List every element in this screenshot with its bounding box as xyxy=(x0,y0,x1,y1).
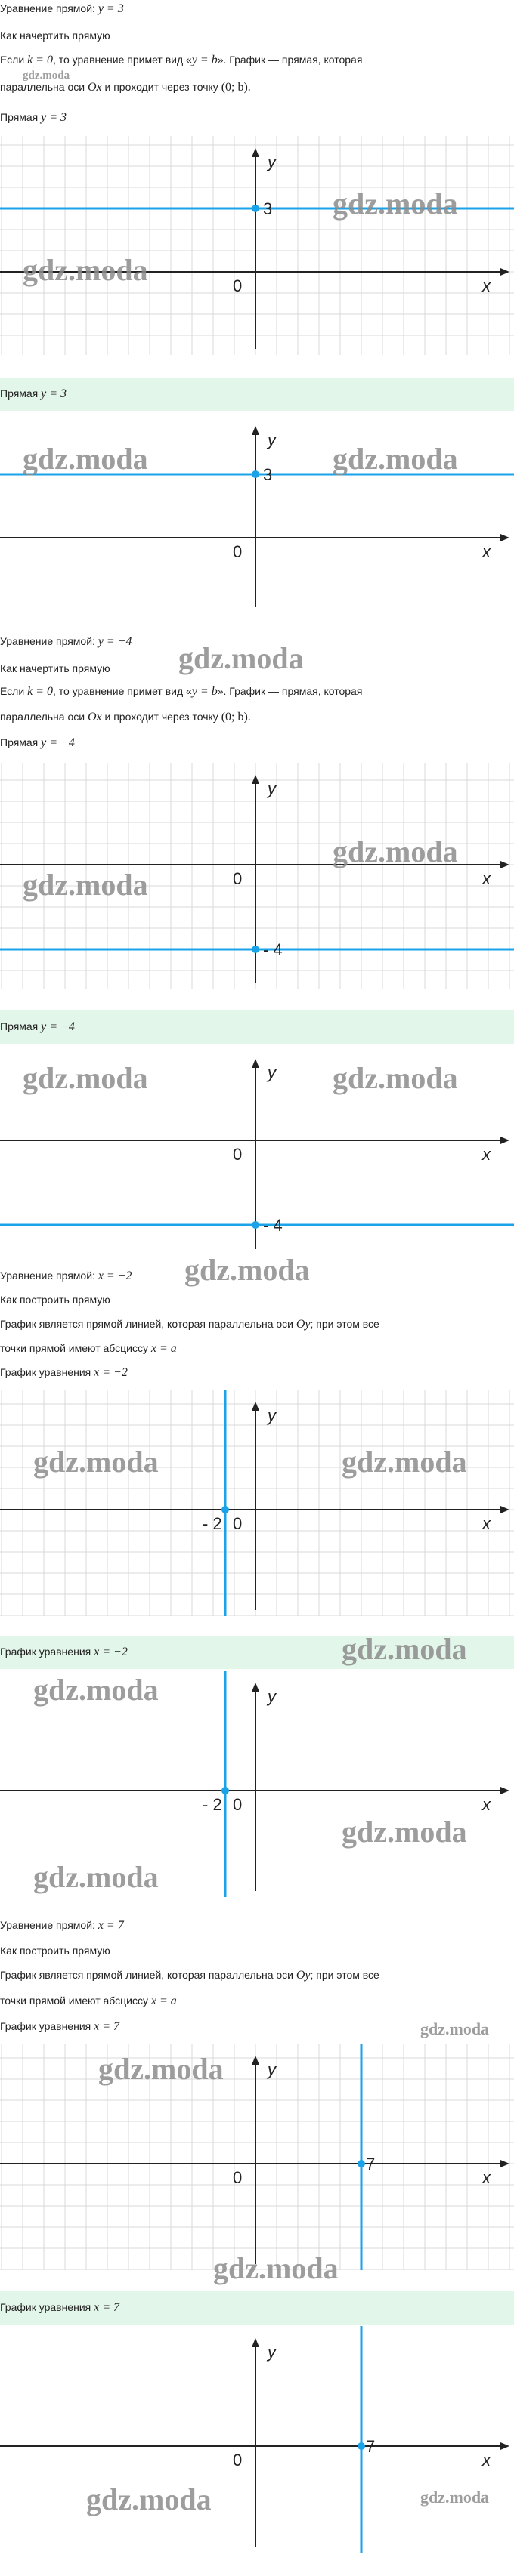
coordinate-plane xyxy=(0,2326,514,2553)
intercept-label: - 2 xyxy=(203,1795,222,1814)
coordinate-plane xyxy=(0,1390,514,1616)
intercept-label: 3 xyxy=(263,199,273,218)
intercept-label: - 2 xyxy=(203,1514,222,1533)
intercept-label: 7 xyxy=(366,2437,376,2456)
answer-title: Прямая y = 3 xyxy=(0,387,67,400)
x-axis-arrow xyxy=(500,1787,509,1794)
intercept-point xyxy=(252,946,259,953)
origin-label: 0 xyxy=(233,1514,243,1533)
explanation-line-2: точки прямой имеют абсциссу x = a xyxy=(0,1342,177,1355)
answer-band xyxy=(0,2291,514,2325)
y-axis-arrow xyxy=(252,148,259,157)
explanation-line-2: параллельна оси Ox и проходит через точку (0; b). xyxy=(0,711,251,723)
y-axis-label: y xyxy=(268,153,276,171)
x-axis-arrow xyxy=(500,1506,509,1513)
graph-title: График уравнения x = 7 xyxy=(0,2020,120,2033)
origin-label: 0 xyxy=(233,1145,243,1164)
intercept-point xyxy=(358,2160,365,2167)
watermark: gdz.moda xyxy=(342,1632,467,1666)
watermark: gdz.moda xyxy=(342,1445,467,1479)
watermark: gdz.moda xyxy=(23,1061,148,1095)
graph-title: График уравнения x = −2 xyxy=(0,1366,128,1379)
x-axis-label: x xyxy=(482,276,491,295)
answer-band xyxy=(0,378,514,411)
explanation-line-1: Если k = 0, то уравнение примет вид «y = b». График — прямая, которая xyxy=(0,685,363,698)
x-axis-arrow xyxy=(500,2160,509,2167)
watermark: gdz.moda xyxy=(33,1673,159,1707)
intercept-point xyxy=(252,470,259,478)
intercept-label: 3 xyxy=(263,465,273,484)
how-to-label: Как начертить прямую xyxy=(0,29,110,42)
answer-band xyxy=(0,1010,514,1044)
watermark: gdz.moda xyxy=(333,835,458,868)
how-to-label: Как начертить прямую xyxy=(0,662,110,674)
intercept-point xyxy=(252,1221,259,1229)
x-axis-arrow xyxy=(500,268,509,276)
watermark: gdz.moda xyxy=(33,1445,159,1479)
origin-label: 0 xyxy=(233,2451,243,2470)
watermark: gdz.moda xyxy=(23,69,70,82)
intercept-label: - 4 xyxy=(263,1216,283,1235)
watermark: gdz.moda xyxy=(23,868,148,902)
origin-label: 0 xyxy=(233,869,243,888)
x-axis-arrow xyxy=(500,2442,509,2450)
watermark: gdz.moda xyxy=(178,641,304,675)
y-axis-arrow xyxy=(252,426,259,435)
watermark: gdz.moda xyxy=(333,1061,458,1095)
y-axis-arrow xyxy=(252,2338,259,2347)
x-axis-label: x xyxy=(482,2168,491,2187)
y-axis-label: y xyxy=(268,779,276,798)
y-axis-label: y xyxy=(268,1063,276,1082)
graph-panel xyxy=(0,1390,514,1616)
watermark: gdz.moda xyxy=(333,442,458,476)
coordinate-plane xyxy=(0,136,514,355)
explanation-line-1: График является прямой линией, которая параллельна оси Oy; при этом все xyxy=(0,1969,379,1982)
y-axis-arrow xyxy=(252,2056,259,2065)
y-axis-arrow xyxy=(252,1402,259,1411)
graph-title: Прямая y = 3 xyxy=(0,111,67,124)
origin-label: 0 xyxy=(233,1795,243,1814)
explanation-line-2: параллельна оси Ox и проходит через точку (0; b). xyxy=(0,81,251,94)
watermark: gdz.moda xyxy=(33,1860,159,1894)
x-axis-arrow xyxy=(500,861,509,868)
y-axis-label: y xyxy=(268,2060,276,2079)
x-axis-arrow xyxy=(500,534,509,541)
answer-title: График уравнения x = −2 xyxy=(0,1646,128,1658)
section-heading: Уравнение прямой: y = −4 xyxy=(0,635,132,648)
graph-panel xyxy=(0,2326,514,2553)
section-heading: Уравнение прямой: x = 7 xyxy=(0,1919,124,1932)
watermark: gdz.moda xyxy=(98,2052,224,2086)
y-axis-label: y xyxy=(268,1406,276,1425)
watermark: gdz.moda xyxy=(342,1815,467,1849)
intercept-point xyxy=(221,1787,229,1794)
answer-title: График уравнения x = 7 xyxy=(0,2301,120,2314)
coordinate-plane xyxy=(0,2044,514,2270)
watermark: gdz.moda xyxy=(213,2251,339,2285)
x-axis-arrow xyxy=(500,1137,509,1144)
y-axis-arrow xyxy=(252,1683,259,1692)
graph-title: Прямая y = −4 xyxy=(0,736,75,749)
watermark: gdz.moda xyxy=(420,2488,490,2507)
section-heading: Уравнение прямой: y = 3 xyxy=(0,2,124,15)
x-axis-label: x xyxy=(482,1795,491,1814)
intercept-point xyxy=(221,1506,229,1513)
explanation-line-2: точки прямой имеют абсциссу x = a xyxy=(0,1994,177,2007)
y-axis-label: y xyxy=(268,430,276,449)
origin-label: 0 xyxy=(233,542,243,561)
y-axis-label: y xyxy=(268,1687,276,1706)
origin-label: 0 xyxy=(233,276,243,295)
watermark: gdz.moda xyxy=(86,2482,212,2516)
y-axis-label: y xyxy=(268,2343,276,2362)
intercept-label: 7 xyxy=(366,2155,376,2173)
y-axis-arrow xyxy=(252,1059,259,1068)
intercept-point xyxy=(358,2442,365,2450)
x-axis-label: x xyxy=(482,1514,491,1533)
watermark: gdz.moda xyxy=(23,253,148,287)
how-to-label: Как построить прямую xyxy=(0,1294,110,1306)
x-axis-label: x xyxy=(482,1145,491,1164)
explanation-line-1: Если k = 0, то уравнение примет вид «y = b». График — прямая, которая xyxy=(0,54,363,66)
origin-label: 0 xyxy=(233,2168,243,2187)
watermark: gdz.moda xyxy=(420,2019,490,2038)
watermark: gdz.moda xyxy=(333,187,458,221)
how-to-label: Как построить прямую xyxy=(0,1945,110,1957)
graph-panel xyxy=(0,2044,514,2270)
watermark: gdz.moda xyxy=(184,1253,310,1287)
x-axis-label: x xyxy=(482,869,491,888)
intercept-label: - 4 xyxy=(263,940,283,959)
section-heading: Уравнение прямой: x = −2 xyxy=(0,1269,132,1282)
x-axis-label: x xyxy=(482,2451,491,2470)
explanation-line-1: График является прямой линией, которая параллельна оси Oy; при этом все xyxy=(0,1318,379,1331)
y-axis-arrow xyxy=(252,775,259,784)
graph-panel xyxy=(0,136,514,355)
watermark: gdz.moda xyxy=(23,442,148,476)
intercept-point xyxy=(252,205,259,212)
x-axis-label: x xyxy=(482,542,491,561)
answer-title: Прямая y = −4 xyxy=(0,1020,75,1033)
